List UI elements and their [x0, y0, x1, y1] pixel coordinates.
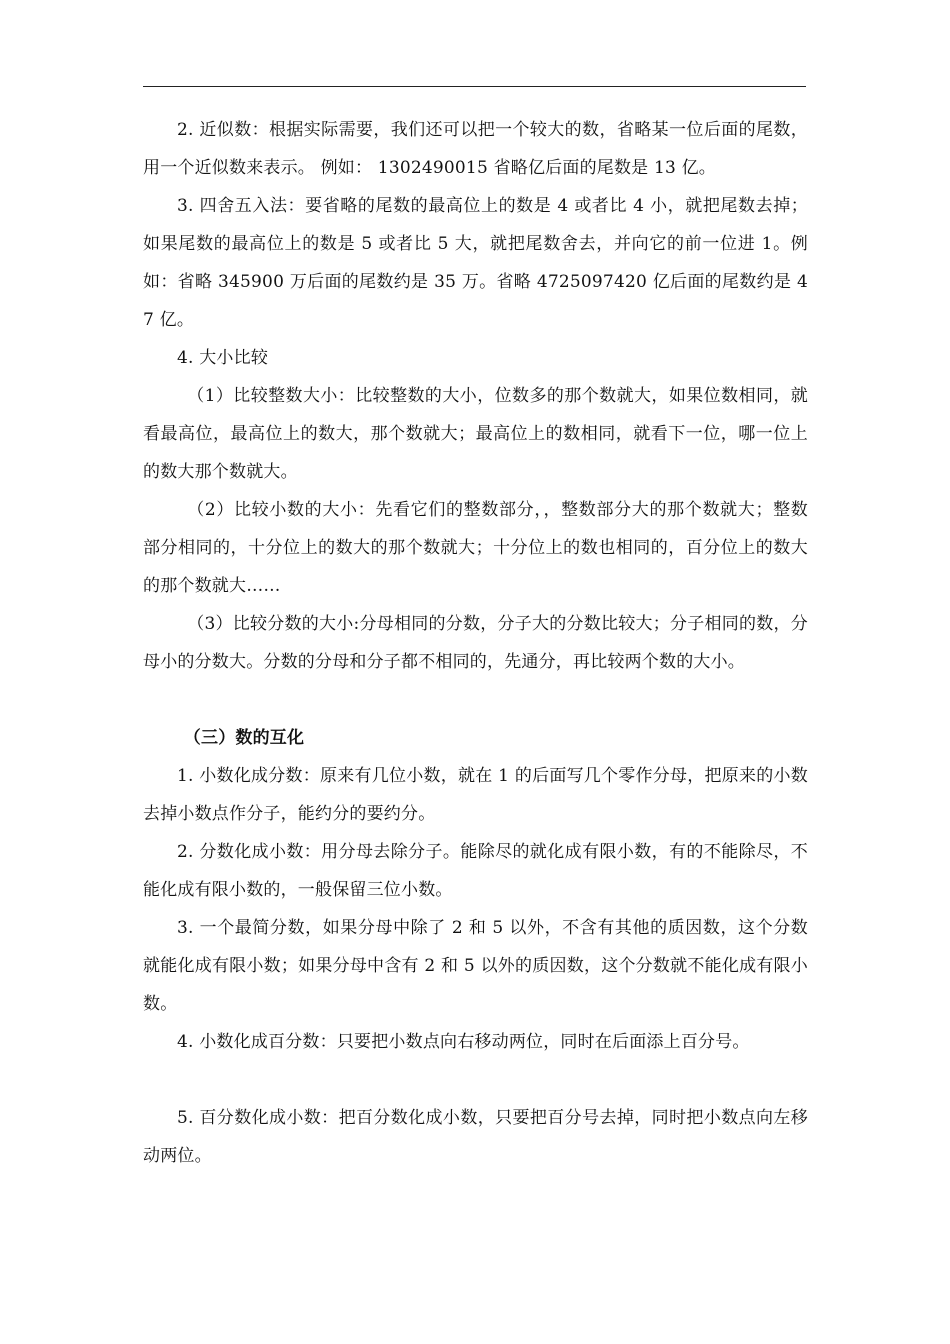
paragraph-size-comparison: 4. 大小比较 [177, 348, 269, 368]
section-heading: （三）数的互化 [183, 728, 305, 748]
spacer [143, 1061, 808, 1099]
paragraph-decimal-to-fraction: 1. 小数化成分数：原来有几位小数，就在 1 的后面写几个零作分母，把原来的小数去掉小数点作分子，能约分的要约分。 [143, 766, 808, 824]
header-rule [143, 86, 806, 87]
document-body [143, 111, 808, 1175]
paragraph-compare-decimals: （2）比较小数的大小：先看它们的整数部分，，整数部分大的那个数就大；整数部分相同的，十分位上的数大的那个数就大；十分位上的数也相同的，百分位上的数大的那个数就大…… [143, 500, 808, 596]
paragraph-compare-integers: （1）比较整数大小：比较整数的大小，位数多的那个数就大，如果位数相同，就看最高位，最高位上的数大，那个数就大；最高位上的数相同，就看下一位，哪一位上的数大那个数就大。 [143, 386, 808, 482]
paragraph-decimal-to-percent: 4. 小数化成百分数：只要把小数点向右移动两位，同时在后面添上百分号。 [177, 1032, 750, 1052]
paragraph-percent-to-decimal: 5. 百分数化成小数：把百分数化成小数，只要把百分号去掉，同时把小数点向左移动两位。 [143, 1108, 808, 1166]
paragraph-approximate-number: 2. 近似数：根据实际需要，我们还可以把一个较大的数，省略某一位后面的尾数，用一个近似数来表示。 例如： 1302490015 省略亿后面的尾数是 13 亿。 [143, 120, 808, 178]
paragraph-simplest-fraction: 3. 一个最简分数，如果分母中除了 2 和 5 以外，不含有其他的质因数，这个分数就能化成有限小数；如果分母中含有 2 和 5 以外的质因数，这个分数就不能化成有限小数。 [143, 918, 808, 1014]
spacer [143, 681, 808, 719]
paragraph-fraction-to-decimal: 2. 分数化成小数：用分母去除分子。能除尽的就化成有限小数，有的不能除尽，不能化成有限小数的，一般保留三位小数。 [143, 842, 808, 900]
paragraph-rounding-rule: 3. 四舍五入法：要省略的尾数的最高位上的数是 4 或者比 4 小，就把尾数去掉；如果尾数的最高位上的数是 5 或者比 5 大，就把尾数舍去，并向它的前一位进 1。例如：省略 345900 万后面的尾数约是 35 万。省略 4725097420 亿后面的尾数约是 47 亿。 [143, 196, 808, 330]
paragraph-compare-fractions: （3）比较分数的大小:分母相同的分数，分子大的分数比较大；分子相同的数，分母小的分数大。分数的分母和分子都不相同的，先通分，再比较两个数的大小。 [143, 614, 808, 672]
